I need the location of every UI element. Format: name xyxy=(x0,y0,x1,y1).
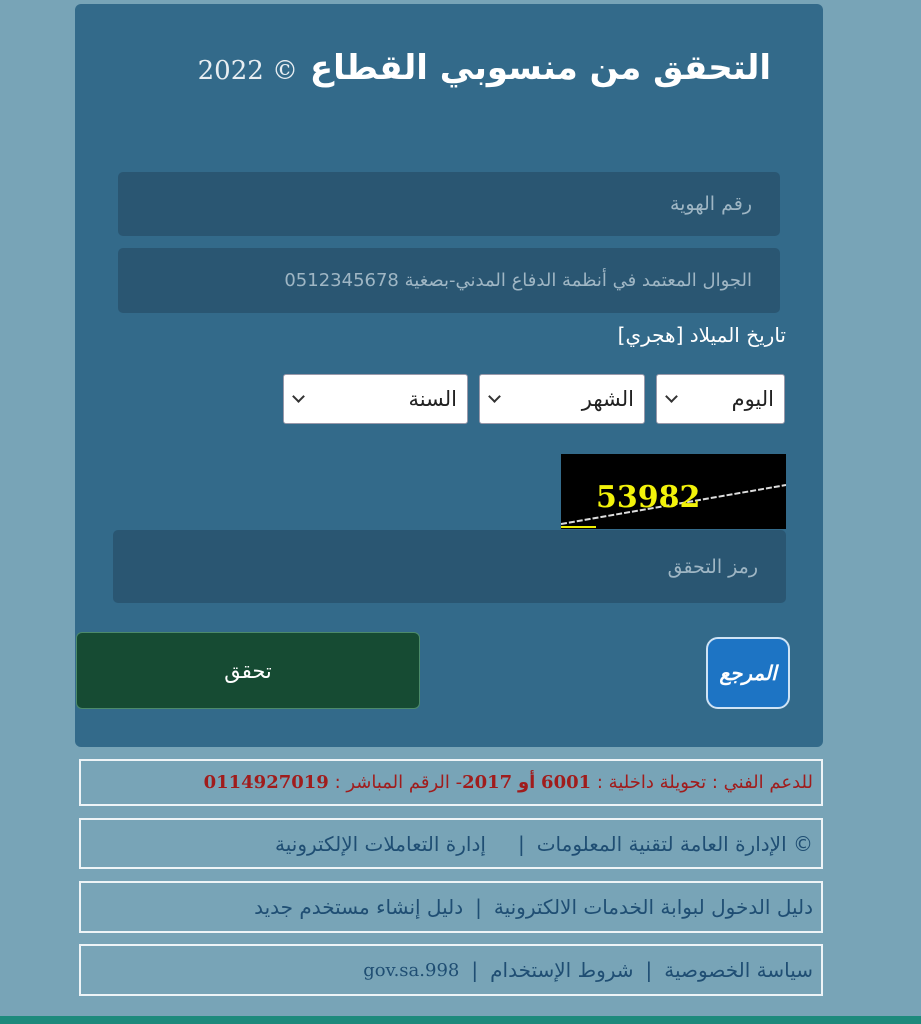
captcha-image xyxy=(561,454,786,529)
day-value: اليوم xyxy=(731,387,774,411)
year-value: السنة xyxy=(408,387,457,411)
copyright-year: © 2022 xyxy=(197,56,299,86)
guides-links: دليل الدخول لبوابة الخدمات الالكترونية | دليل إنشاء مستخدم جديد xyxy=(79,881,823,933)
chevron-down-icon xyxy=(665,390,678,403)
logo-text: المرجع xyxy=(719,661,777,685)
month-value: الشهر xyxy=(581,387,634,411)
captcha-input[interactable]: رمز التحقق xyxy=(113,530,786,603)
support-info: للدعم الفني : تحويلة داخلية : 6001 أو 2017 - الرقم المباشر : 0114927019 xyxy=(79,759,823,806)
terms-link[interactable]: شروط الإستخدام xyxy=(490,958,634,982)
e-transactions-department: إدارة التعاملات الإلكترونية xyxy=(275,831,486,856)
mobile-input[interactable]: الجوال المعتمد في أنظمة الدفاع المدني-بصغية 0512345678 xyxy=(118,248,780,313)
department-info: © الإدارة العامة لتقنية المعلومات | إدارة التعاملات الإلكترونية xyxy=(79,818,823,869)
captcha-code: 53982 xyxy=(596,480,701,515)
almrj-logo xyxy=(706,637,790,709)
login-guide-link[interactable]: دليل الدخول لبوابة الخدمات الالكترونية xyxy=(493,895,813,919)
chevron-down-icon xyxy=(292,390,305,403)
month-select[interactable] xyxy=(479,374,645,424)
dob-label: تاريخ الميلاد [هجري] xyxy=(617,323,786,347)
site-link[interactable]: 998.gov.sa xyxy=(363,959,460,981)
privacy-policy-link[interactable]: سياسة الخصوصية xyxy=(664,958,813,982)
chevron-down-icon xyxy=(488,390,501,403)
id-number-input[interactable]: رقم الهوية xyxy=(118,172,780,236)
page-title: التحقق من منسوبي القطاع © 2022 xyxy=(197,48,771,88)
year-select[interactable] xyxy=(283,374,468,424)
it-department: © الإدارة العامة لتقنية المعلومات xyxy=(536,831,813,856)
verify-button[interactable]: تحقق xyxy=(76,632,420,709)
bottom-bar xyxy=(0,1016,921,1024)
day-select[interactable] xyxy=(656,374,785,424)
policy-links: سياسة الخصوصية | شروط الإستخدام | 998.gov.sa xyxy=(79,944,823,996)
new-user-guide-link[interactable]: دليل إنشاء مستخدم جديد xyxy=(254,895,464,919)
